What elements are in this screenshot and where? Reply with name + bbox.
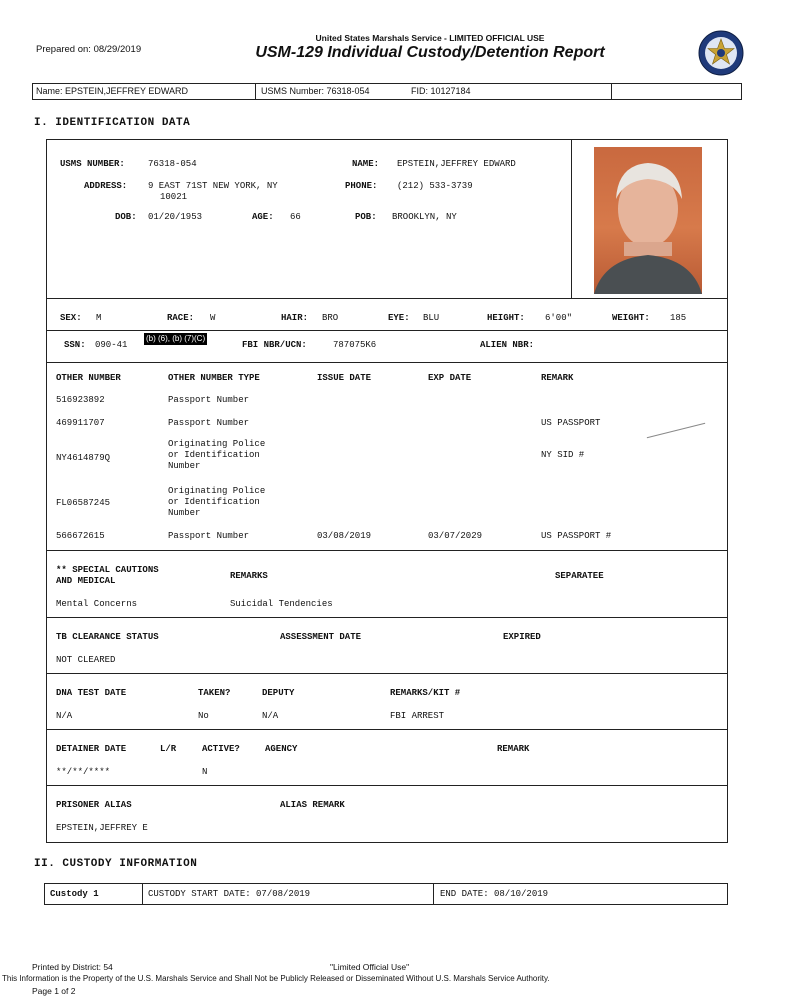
dna-value-remarks: FBI ARREST — [390, 711, 445, 721]
alias-value: EPSTEIN,JEFFREY E — [56, 823, 148, 833]
cautions-value-2: Suicidal Tendencies — [230, 599, 333, 609]
weight-value: 185 — [670, 313, 687, 323]
address-label: ADDRESS: — [84, 181, 128, 191]
alias-remark-header: ALIAS REMARK — [280, 800, 345, 810]
weight-label: WEIGHT: — [612, 313, 650, 323]
sex-label: SEX: — [60, 313, 82, 323]
eye-value: BLU — [423, 313, 440, 323]
name-bar — [32, 83, 742, 100]
section-identification-title: I. IDENTIFICATION DATA — [34, 117, 191, 129]
hair-value: BRO — [322, 313, 339, 323]
namebar-name: Name: EPSTEIN,JEFFREY EDWARD — [36, 86, 189, 96]
phone-label: PHONE: — [345, 181, 378, 191]
table-row-type: or Identification — [168, 450, 260, 460]
alias-header: PRISONER ALIAS — [56, 800, 132, 810]
name-label: NAME: — [352, 159, 380, 169]
hair-label: HAIR: — [281, 313, 309, 323]
footer-page: Page 1 of 2 — [32, 986, 76, 996]
cautions-header-1a: ** SPECIAL CAUTIONS — [56, 565, 159, 575]
age-label: AGE: — [252, 212, 274, 222]
phone-value: (212) 533-3739 — [397, 181, 473, 191]
custody-start-date: CUSTODY START DATE: 07/08/2019 — [148, 889, 311, 899]
cautions-value-1: Mental Concerns — [56, 599, 138, 609]
detainer-value-date: **/**/**** — [56, 767, 111, 777]
ssn-redaction-box: (b) (6), (b) (7)(C) — [146, 334, 206, 343]
section-custody-title: II. CUSTODY INFORMATION — [34, 858, 198, 870]
eye-label: EYE: — [388, 313, 410, 323]
table-row-type: Passport Number — [168, 395, 250, 405]
table-row-exp: 03/07/2029 — [428, 531, 483, 541]
table-row-remark: US PASSPORT — [541, 418, 601, 428]
table-row-number: 566672615 — [56, 531, 105, 541]
table-row-type: Number — [168, 461, 201, 471]
col-remark: REMARK — [541, 373, 574, 383]
table-row-type: Passport Number — [168, 531, 250, 541]
custody-row — [44, 883, 728, 905]
detainer-header-agency: AGENCY — [265, 744, 298, 754]
dna-value-deputy: N/A — [262, 711, 279, 721]
cautions-header-1b: AND MEDICAL — [56, 576, 116, 586]
tb-value-status: NOT CLEARED — [56, 655, 116, 665]
namebar-fid: FID: 10127184 — [411, 86, 471, 96]
report-title: USM-129 Individual Custody/Detention Report — [255, 44, 605, 61]
table-row-number: NY4614879Q — [56, 453, 111, 463]
alien-label: ALIEN NBR: — [480, 340, 535, 350]
height-value: 6'00" — [545, 313, 573, 323]
table-row-type: Originating Police — [168, 486, 266, 496]
ssn-label: SSN: — [64, 340, 86, 350]
footer-printed: Printed by District: 54 — [32, 962, 113, 972]
table-row-number: FL06587245 — [56, 498, 111, 508]
table-row-issue: 03/08/2019 — [317, 531, 372, 541]
prepared-on: Prepared on: 08/29/2019 — [36, 44, 142, 55]
col-exp-date: EXP DATE — [428, 373, 472, 383]
dna-header-taken: TAKEN? — [198, 688, 231, 698]
namebar-usms: USMS Number: 76318-054 — [261, 86, 370, 96]
footer-property: This Information is the Property of the U.S. Marshals Service and Shall Not be Publicly Released or Disseminated Without U.S. Marshals Service Authority. — [2, 974, 550, 983]
table-row-remark: US PASSPORT # — [541, 531, 612, 541]
sex-value: M — [96, 313, 102, 323]
col-other-number-type: OTHER NUMBER TYPE — [168, 373, 260, 383]
table-row-type: Passport Number — [168, 418, 250, 428]
mugshot-photo — [594, 147, 702, 294]
fbi-label: FBI NBR/UCN: — [242, 340, 307, 350]
pob-label: POB: — [355, 212, 377, 222]
footer-limited: "Limited Official Use" — [330, 962, 410, 972]
usms-label: USMS NUMBER: — [60, 159, 125, 169]
dna-header-date: DNA TEST DATE — [56, 688, 127, 698]
detainer-header-remark: REMARK — [497, 744, 530, 754]
address-line2: 10021 — [160, 192, 188, 202]
dob-label: DOB: — [115, 212, 137, 222]
tb-header-status: TB CLEARANCE STATUS — [56, 632, 159, 642]
agency-line: United States Marshals Service - LIMITED OFFICIAL USE — [315, 33, 545, 43]
dna-value-taken: No — [198, 711, 209, 721]
detainer-header-active: ACTIVE? — [202, 744, 240, 754]
dna-header-deputy: DEPUTY — [262, 688, 295, 698]
col-issue-date: ISSUE DATE — [317, 373, 372, 383]
dob-value: 01/20/1953 — [148, 212, 203, 222]
cautions-header-remarks: REMARKS — [230, 571, 268, 581]
table-row-type: or Identification — [168, 497, 260, 507]
fbi-value: 787075K6 — [333, 340, 377, 350]
age-value: 66 — [290, 212, 301, 222]
table-row-number: 469911707 — [56, 418, 105, 428]
usms-value: 76318-054 — [148, 159, 197, 169]
address-line1: 9 EAST 71ST NEW YORK, NY — [148, 181, 278, 191]
usms-seal-icon — [698, 30, 744, 76]
detainer-header-lr: L/R — [160, 744, 177, 754]
tb-header-assessment: ASSESSMENT DATE — [280, 632, 362, 642]
custody-end-date: END DATE: 08/10/2019 — [440, 889, 549, 899]
race-label: RACE: — [167, 313, 195, 323]
dna-value-date: N/A — [56, 711, 73, 721]
pob-value: BROOKLYN, NY — [392, 212, 457, 222]
report-header — [220, 33, 640, 62]
tb-header-expired: EXPIRED — [503, 632, 541, 642]
race-value: W — [210, 313, 216, 323]
table-row-number: 516923892 — [56, 395, 105, 405]
table-row-type: Originating Police — [168, 439, 266, 449]
name-value: EPSTEIN,JEFFREY EDWARD — [397, 159, 516, 169]
cautions-header-separatee: SEPARATEE — [555, 571, 604, 581]
detainer-header-date: DETAINER DATE — [56, 744, 127, 754]
detainer-value-active: N — [202, 767, 208, 777]
table-row-type: Number — [168, 508, 201, 518]
height-label: HEIGHT: — [487, 313, 525, 323]
col-other-number: OTHER NUMBER — [56, 373, 121, 383]
table-row-remark: NY SID # — [541, 450, 585, 460]
dna-header-remarks: REMARKS/KIT # — [390, 688, 461, 698]
ssn-value: 090-41 — [95, 340, 128, 350]
custody-label: Custody 1 — [50, 889, 99, 899]
